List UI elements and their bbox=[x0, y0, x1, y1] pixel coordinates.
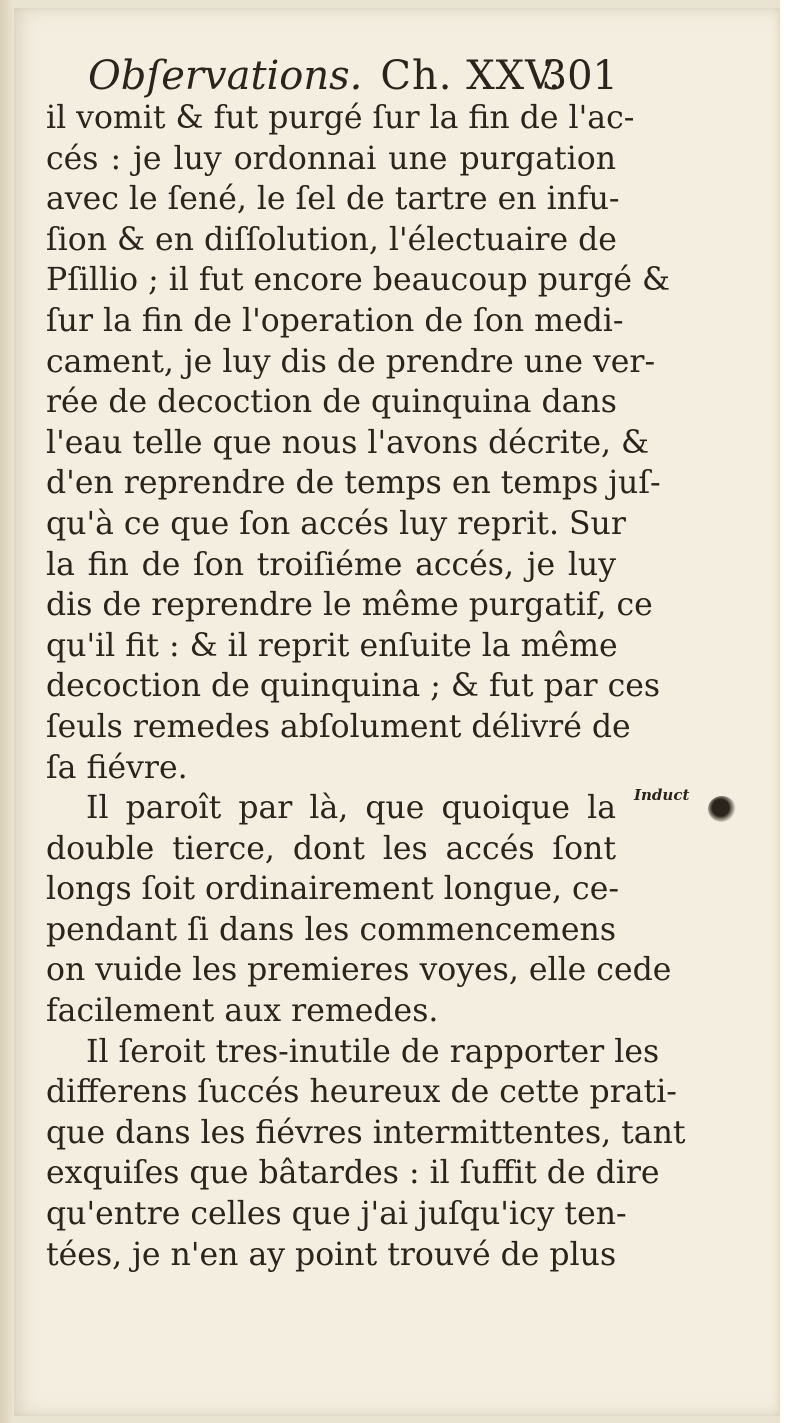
text-line: decoction de quinquina ; & fut par ces bbox=[46, 668, 661, 705]
text-line: ſur la fin de l'operation de ſon medi- bbox=[46, 302, 624, 339]
text-line: dis de reprendre le même purgatif, ce bbox=[46, 587, 653, 624]
text-line: qu'à ce que ſon accés luy reprit. Sur bbox=[46, 505, 626, 542]
text-line: cés : je luy ordonnai une purgation bbox=[46, 140, 616, 177]
text-line: longs ſoit ordinairement longue, ce- bbox=[46, 871, 619, 908]
text-line: double tierce, dont les accés ſont bbox=[46, 830, 616, 867]
text-line: tées, je n'en ay point trouvé de plus bbox=[46, 1236, 617, 1273]
text-line: facilement aux remedes. bbox=[46, 993, 439, 1030]
text-line: qu'entre celles que j'ai juſqu'icy ten- bbox=[46, 1196, 627, 1233]
text-line: il vomit & fut purgé ſur la fin de l'ac- bbox=[46, 100, 635, 136]
page-right-border bbox=[780, 0, 800, 1423]
text-line: Il paroît par là, que quoique la bbox=[86, 790, 616, 827]
running-title: Obſervations. bbox=[88, 53, 363, 99]
text-line: d'en reprendre de temps en temps juſ- bbox=[46, 465, 661, 502]
ink-blot bbox=[708, 796, 736, 822]
text-line: rée de decoction de quinquina dans bbox=[46, 384, 617, 421]
text-line: differens ſuccés heureux de cette prati- bbox=[46, 1074, 677, 1111]
text-line: on vuide les premieres voyes, elle cede bbox=[46, 952, 672, 989]
text-line: ſa fiévre. bbox=[46, 749, 188, 786]
text-line: ſion & en diſſolution, l'électuaire de bbox=[46, 221, 617, 258]
text-line: avec le ſené, le ſel de tartre en infu- bbox=[46, 181, 620, 218]
running-header bbox=[88, 46, 618, 106]
page-number: 301 bbox=[541, 53, 618, 99]
text-line: que dans les fiévres intermittentes, tant bbox=[46, 1114, 686, 1151]
page-binding-shadow bbox=[0, 0, 14, 1423]
text-line: Il ſeroit tres-inutile de rapporter les bbox=[86, 1033, 660, 1070]
chapter-label: Ch. XXV. bbox=[380, 53, 562, 99]
text-line: qu'il fit : & il reprit enſuite la même bbox=[46, 627, 618, 664]
margin-note: Induct bbox=[634, 786, 690, 804]
text-line: Pſillio ; il fut encore beaucoup purgé & bbox=[46, 262, 671, 299]
text-line: ſeuls remedes abſolument délivré de bbox=[46, 708, 631, 745]
text-line: l'eau telle que nous l'avons décrite, & bbox=[46, 424, 650, 461]
text-line: la fin de ſon troiſiéme accés, je luy bbox=[46, 546, 616, 583]
text-line: cament, je luy dis de prendre une ver- bbox=[46, 343, 656, 380]
text-line: pendant ſi dans les commencemens bbox=[46, 911, 616, 948]
text-line: exquiſes que bâtardes : il ſuffit de dire bbox=[46, 1155, 660, 1192]
